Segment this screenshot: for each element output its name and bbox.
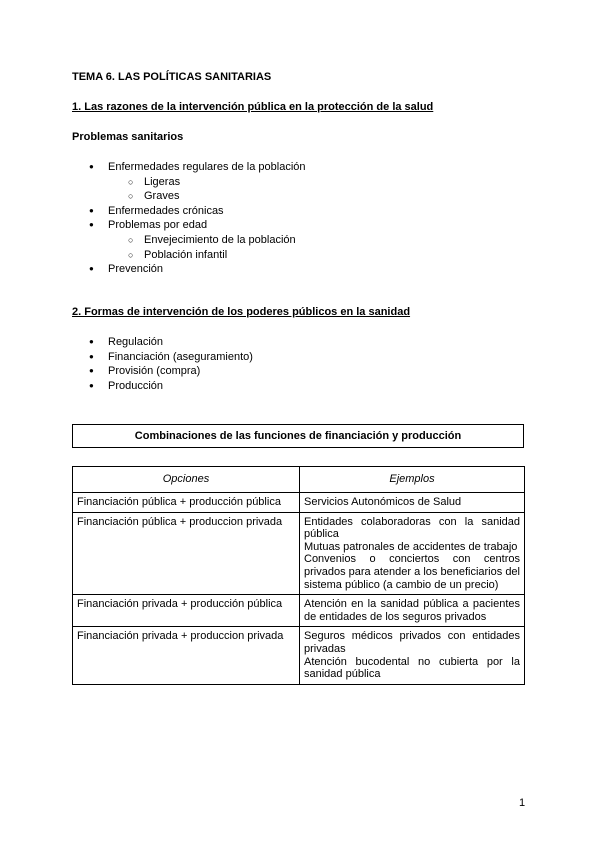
option-cell: Financiación privada + produccion privada [73,627,300,684]
list-item: ● Producción [72,379,253,394]
list-item: ● Problemas por edad [72,218,306,233]
example-text: Atención en la sanidad pública a pacientes de entidades de los seguros privados [304,598,520,623]
list-item: ● Enfermedades regulares de la población [72,160,306,175]
option-cell: Financiación pública + produccion privada [73,512,300,595]
page-number: 1 [519,797,526,809]
list-item: ● Enfermedades crónicas [72,204,306,219]
list-item: ● Financiación (aseguramiento) [72,350,253,365]
section2-heading: 2. Formas de intervención de los poderes públicos en la sanidad [72,306,411,318]
list-subitem: ○ Población infantil [72,248,306,263]
examples-cell [300,595,525,627]
table-row [73,512,525,595]
table-row [73,627,525,684]
examples-column-header: Ejemplos [300,467,525,493]
intervention-forms-list [72,335,253,393]
examples-cell [300,627,525,684]
combinations-title-box: Combinaciones de las funciones de financiación y producción [72,424,524,448]
section1-subheading: Problemas sanitarios [72,131,184,143]
example-text: Seguros médicos privados con entidades privadas [304,630,520,655]
option-cell: Financiación pública + producción pública [73,493,300,513]
option-cell: Financiación privada + producción pública [73,595,300,627]
example-text: Atención bucodental no cubierta por la sanidad pública [304,655,520,681]
list-subitem: ○ Ligeras [72,175,306,190]
table-row [73,493,525,513]
combinations-table [72,466,525,685]
example-text: Entidades colaboradoras con la sanidad pública [304,515,520,541]
section1-heading: 1. Las razones de la intervención pública en la protección de la salud [72,101,434,113]
health-problems-list [72,160,306,277]
examples-cell [300,512,525,595]
list-subitem: ○ Graves [72,189,306,204]
document-title: TEMA 6. LAS POLÍTICAS SANITARIAS [72,71,272,83]
options-column-header: Opciones [73,467,300,493]
list-item: ● Provisión (compra) [72,364,253,379]
table-row [73,595,525,627]
examples-cell [300,493,525,513]
example-text: Mutuas patronales de accidentes de trabajo [304,540,518,553]
list-item: ● Prevención [72,262,306,277]
list-subitem: ○ Envejecimiento de la población [72,233,306,248]
list-item: ● Regulación [72,335,253,350]
example-text: Servicios Autonómicos de Salud [304,496,462,508]
table-header-row [73,467,525,493]
example-text: Convenios o conciertos con centros privados para atender a los beneficiarios del sistema público (a cambio de un precio) [304,553,520,591]
